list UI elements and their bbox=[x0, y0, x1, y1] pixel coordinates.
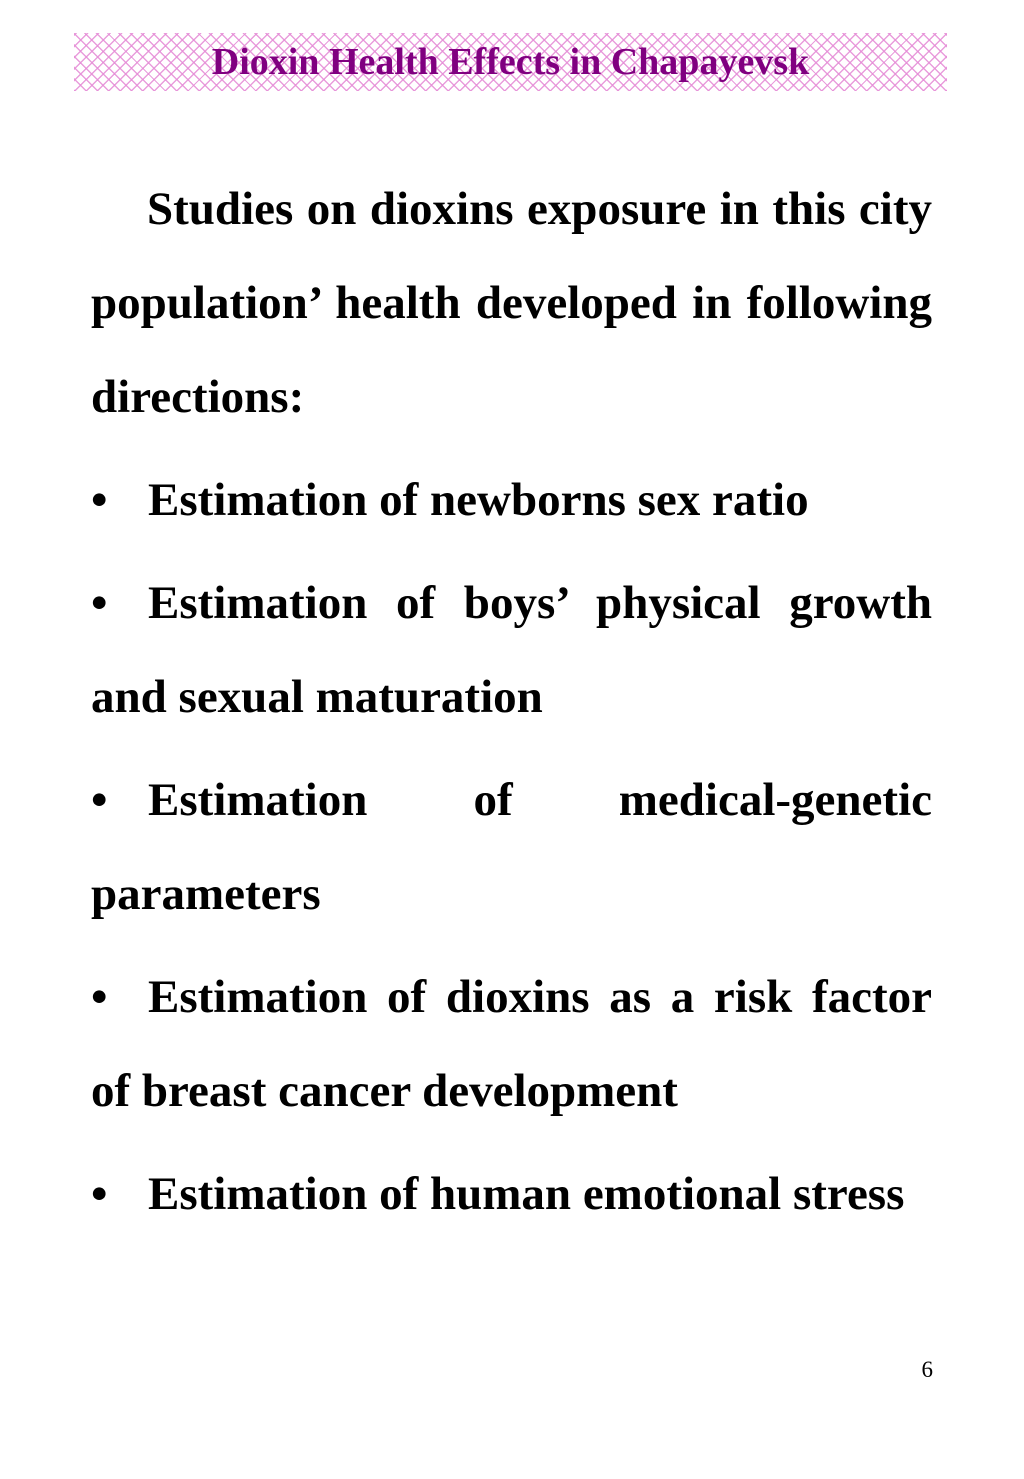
list-item bbox=[91, 753, 932, 941]
list-item bbox=[91, 950, 932, 1138]
bullet-text: Estimation of medical-genetic parameters bbox=[91, 774, 932, 920]
bullet-icon: • bbox=[91, 1168, 108, 1220]
list-item bbox=[91, 1147, 932, 1241]
bullet-icon: • bbox=[91, 474, 108, 526]
page-title: Dioxin Health Effects in Chapayevsk bbox=[211, 41, 810, 83]
bullet-icon: • bbox=[91, 774, 108, 826]
list-item bbox=[91, 556, 932, 744]
bullet-icon: • bbox=[91, 577, 108, 629]
title-banner bbox=[74, 33, 947, 91]
page-number: 6 bbox=[921, 1357, 933, 1382]
intro-paragraph: Studies on dioxins exposure in this city population’ health developed in following directions: bbox=[91, 183, 932, 423]
bullet-text: Estimation of dioxins as a risk factor of breast cancer development bbox=[91, 971, 932, 1117]
bullet-text: Estimation of boys’ physical growth and sexual maturation bbox=[91, 577, 932, 723]
slide-body bbox=[91, 162, 932, 1241]
bullet-icon: • bbox=[91, 971, 108, 1023]
list-item bbox=[91, 453, 932, 547]
bullet-text: Estimation of newborns sex ratio bbox=[148, 474, 809, 526]
bullet-text: Estimation of human emotional stress bbox=[148, 1168, 905, 1220]
